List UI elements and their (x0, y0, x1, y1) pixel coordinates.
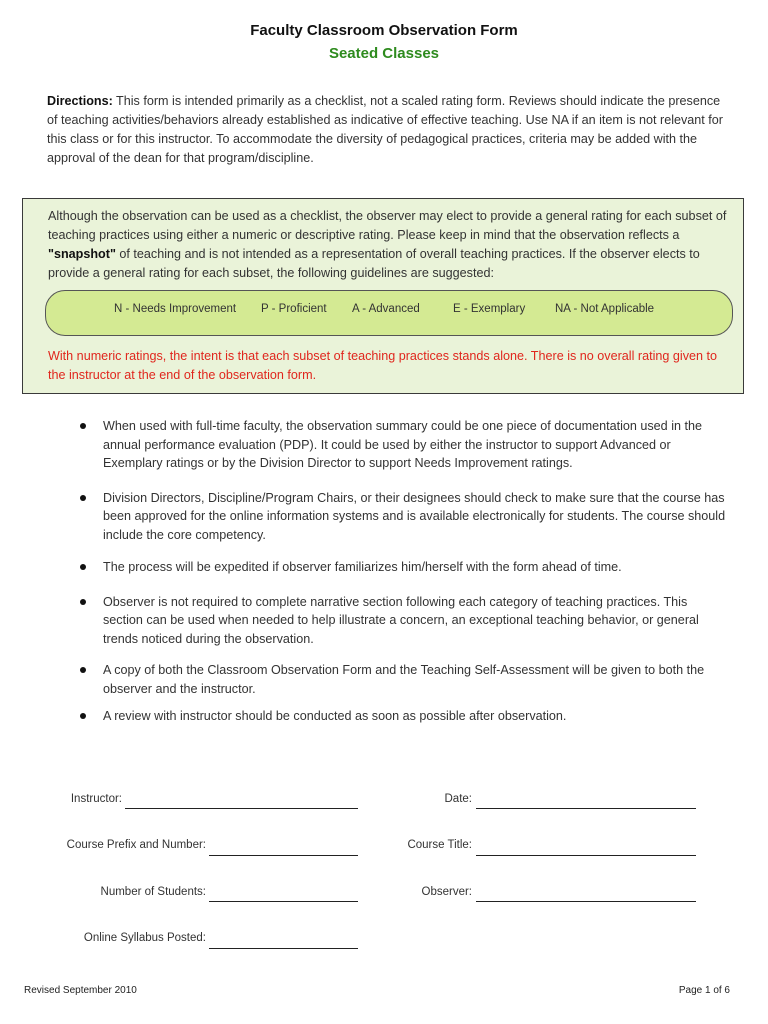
date-label-wrap (380, 793, 472, 809)
list-item: Observer is not required to complete narrative section following each category of teaching practices. This section can be used when needed to help illustrate a concern, an exceptional teaching behavior, or general trends noticed during the observation. (78, 593, 728, 649)
rating-guidelines-box (22, 198, 744, 394)
course-prefix-label: Course Prefix and Number: (66, 839, 206, 851)
form-title: Faculty Classroom Observation Form (250, 22, 518, 39)
numeric-rating-warning: With numeric ratings, the intent is that each subset of teaching practices stands alone. There is no overall rating given to the instructor at the end of the observation form. (48, 349, 717, 382)
syllabus-label: Online Syllabus Posted: (83, 932, 206, 944)
rating-advanced: A - Advanced (352, 303, 420, 315)
snapshot-emphasis: "snapshot" (48, 247, 116, 261)
course-prefix-label-wrap (20, 839, 206, 855)
list-item: Division Directors, Discipline/Program Chairs, or their designees should check to make sure that the course has been approved for the online information systems and is available electronically for students. The course should include the core competency. (78, 489, 728, 545)
rating-exemplary: E - Exemplary (453, 303, 526, 315)
rating-scale-legend (45, 290, 733, 336)
observer-label: Observer: (421, 886, 472, 898)
rating-proficient: P - Proficient (261, 303, 327, 315)
course-title-field[interactable] (476, 855, 696, 856)
instructor-label-wrap (40, 793, 122, 809)
list-item: The process will be expedited if observer familiarizes him/herself with the form ahead of time. (78, 558, 728, 577)
syllabus-label-wrap (20, 932, 206, 948)
list-item: A copy of both the Classroom Observation Form and the Teaching Self-Assessment will be given to both the observer and the instructor. (78, 661, 728, 698)
page-number: Page 1 of 6 (678, 985, 730, 996)
directions-paragraph (47, 92, 723, 168)
revision-date: Revised September 2010 (24, 985, 137, 996)
directions-label: Directions: (47, 94, 113, 108)
list-item: When used with full-time faculty, the observation summary could be one piece of documentation used in the annual performance evaluation (PDP). It could be used by either the instructor to support Advanced or Exemplary ratings or by the Division Director to support Needs Improvement ratings. (78, 417, 728, 473)
guidelines-list (78, 417, 728, 726)
num-students-label-wrap (20, 886, 206, 902)
num-students-label: Number of Students: (100, 886, 206, 898)
syllabus-field[interactable] (209, 948, 358, 949)
rating-needs-improvement: N - Needs Improvement (114, 303, 237, 315)
observer-label-wrap (380, 886, 472, 902)
list-item: A review with instructor should be conducted as soon as possible after observation. (78, 707, 728, 726)
rating-intro (48, 207, 733, 283)
form-subtitle: Seated Classes (328, 45, 440, 62)
rating-intro-text-end: of teaching and is not intended as a representation of overall teaching practices. If the observer elects to provide a general rating for each subset, the following guidelines are suggested: (48, 247, 700, 280)
num-students-field[interactable] (209, 901, 358, 902)
rating-intro-text: Although the observation can be used as a checklist, the observer may elect to provide a general rating for each subset of teaching practices using either a numeric or descriptive rating. Please keep in mind that the observation reflects a (48, 209, 727, 242)
directions-text: This form is intended primarily as a checklist, not a scaled rating form. Reviews should indicate the presence of teaching activities/behaviors already established as indicative of effective teaching. Use NA if an item is not relevant for this class or for this instructor. To accommodate the diversity of pedagogical practices, criteria may be added with the approval of the dean for that program/discipline. (47, 94, 723, 165)
instructor-field[interactable] (125, 808, 358, 809)
date-field[interactable] (476, 808, 696, 809)
course-title-label: Course Title: (407, 839, 472, 851)
instructor-label: Instructor: (70, 793, 122, 805)
course-prefix-field[interactable] (209, 855, 358, 856)
date-label: Date: (444, 793, 472, 805)
course-title-label-wrap (380, 839, 472, 855)
rating-not-applicable: NA - Not Applicable (555, 303, 655, 315)
observer-field[interactable] (476, 901, 696, 902)
